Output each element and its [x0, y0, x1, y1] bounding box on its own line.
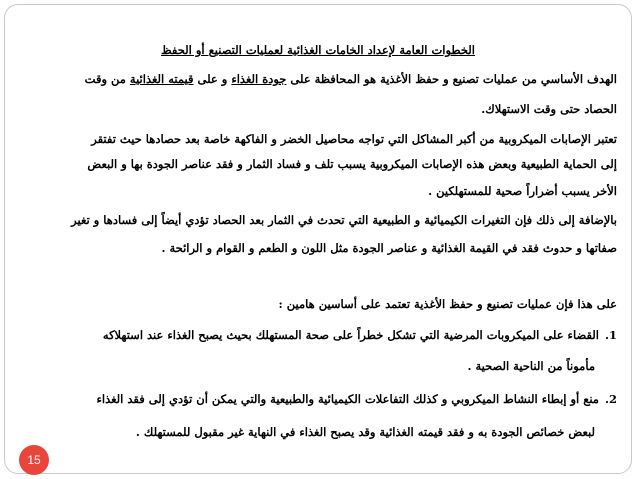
p1-text-b: و على	[193, 72, 232, 86]
paragraph-1-line-1	[19, 71, 617, 87]
list-item-2-line-2: لبعض خصائص الجودة به و فقد قيمته الغذائية وقد يصبح الغذاء في النهاية غير مقبول للمستهلك .	[135, 425, 595, 439]
paragraph-3-line-1: بالإضافة إلى ذلك فإن التغيرات الكيميائية و الطبيعية التي تحدث في الثمار بعد الحصاد تؤدي أيضاً إلى فسادها و تغير	[71, 213, 617, 227]
list-item-1-text: القضاء على الميكروبات المرضية التي تشكل خطراً على صحة المستهلك بحيث يصبح الغذاء عند استهلاكه	[102, 328, 599, 342]
paragraph-2-line-1: تعتبر الإصابات الميكروبية من أكبر المشاكل التي تواجه محاصيل الخضر و الفاكهة خاصة بعد حصادها حيث تفتقر	[91, 132, 617, 146]
list-item-1-line-1	[19, 327, 617, 343]
list-item-2-line-1	[19, 391, 617, 407]
p1-nutritional-value: قيمته الغذائية	[129, 72, 194, 86]
slide	[4, 4, 632, 474]
paragraph-2-line-2: إلى الحماية الطبيعية وبعض هذه الإصابات الميكروبية يسبب تلف و فساد الثمار و فقد عناصر الجودة بها و البعض	[87, 157, 617, 171]
list-item-1-number: 1.	[604, 328, 617, 342]
paragraph-1-line-2: الحصاد حتى وقت الاستهلاك.	[481, 102, 617, 116]
list-item-1-line-2: مأموناً من الناحية الصحية .	[467, 359, 595, 373]
p1-text-a: الهدف الأساسي من عمليات تصنيع و حفظ الأغذية هو المحافظة على	[286, 72, 617, 86]
list-item-2-text: منع أو إبطاء النشاط الميكروبي و كذلك التفاعلات الكيميائية والطبيعية والتي يمكن أن تؤدي إلى فقد الغذاء	[96, 392, 599, 406]
slide-title: الخطوات العامة لإعداد الخامات الغذائية لعمليات التصنيع أو الحفظ	[161, 43, 475, 57]
paragraph-3-line-2: صفاتها و حدوث فقد في القيمة الغذائية و عناصر الجودة مثل اللون و الطعم و القوام و الرائحة .	[161, 241, 617, 255]
p1-food-quality: جودة الغذاء	[231, 72, 287, 86]
paragraph-2-line-3: الأخر يسبب أضراراً صحية للمستهلكين .	[428, 184, 617, 198]
p1-text-c: من وقت	[84, 72, 130, 86]
paragraph-4-intro: على هذا فإن عمليات تصنيع و حفظ الأغذية تعتمد على أساسين هامين :	[278, 297, 617, 311]
list-item-2-number: 2.	[604, 392, 617, 406]
page-number-badge: 15	[19, 445, 49, 475]
